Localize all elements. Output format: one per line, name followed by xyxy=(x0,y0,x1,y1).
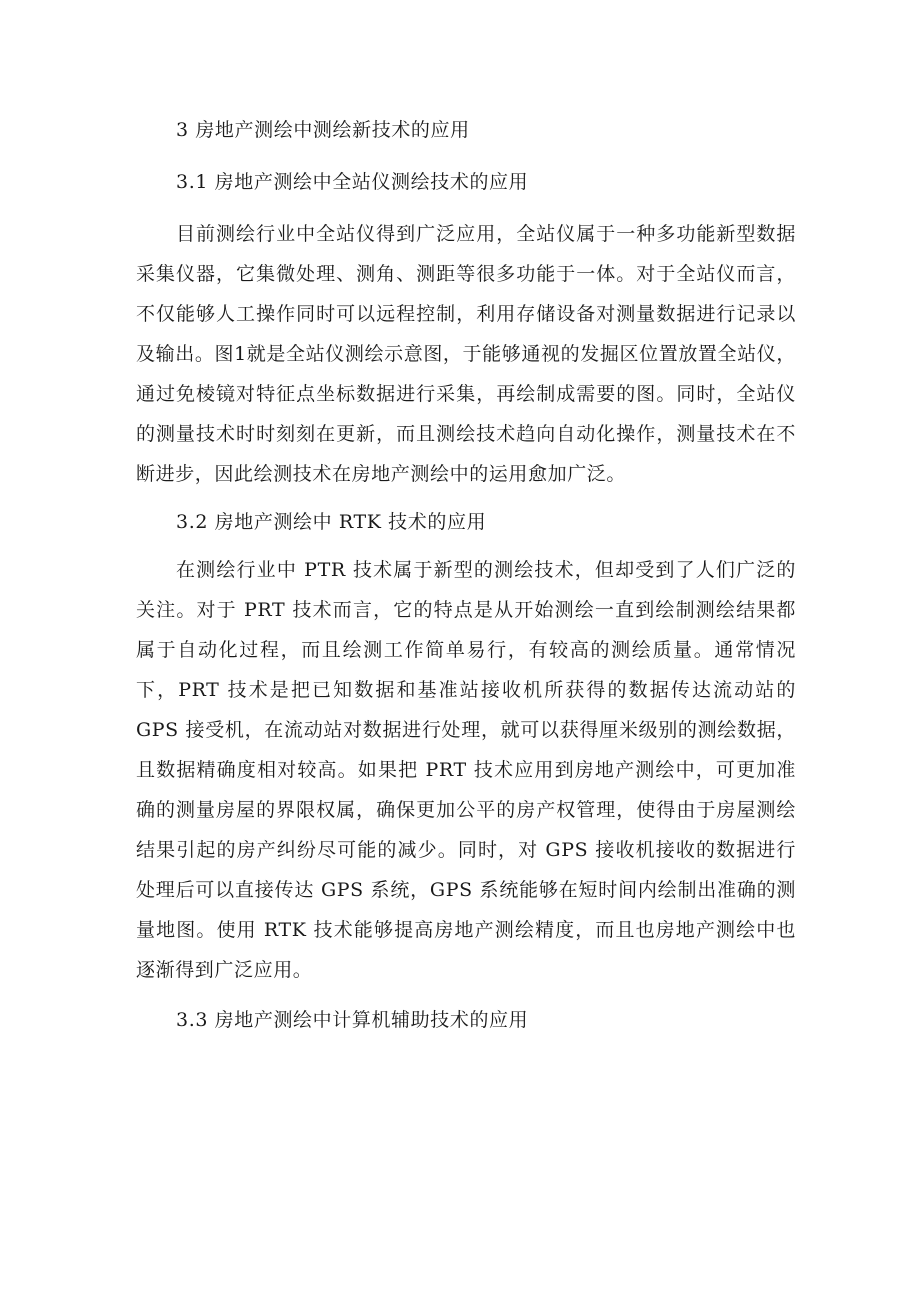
section-heading: 3 房地产测绘中测绘新技术的应用 xyxy=(176,119,470,141)
paragraph-3-2: 在测绘行业中 PTR 技术属于新型的测绘技术，但却受到了人们广泛的关注。对于 PRT 技术而言，它的特点是从开始测绘一直到绘制测绘结果都属于自动化过程，而且绘测工作简单易行，有较高的测绘质量。通常情况下，PRT 技术是把已知数据和基准站接收机所获得的数据传达流动站的 GPS 接受机，在流动站对数据进行处理，就可以获得厘米级别的测绘数据，且数据精确度相对较高。如果把 PRT 技术应用到房地产测绘中，可更加准确的测量房屋的界限权属，确保更加公平的房产权管理，使得由于房屋测绘结果引起的房产纠纷尽可能的减少。同时，对 GPS 接收机接收的数据进行处理后可以直接传达 GPS 系统，GPS 系统能够在短时间内绘制出准确的测量地图。使用 RTK 技术能够提高房地产测绘精度，而且也房地产测绘中也逐渐得到广泛应用。 xyxy=(136,559,796,981)
paragraph-3-1: 目前测绘行业中全站仪得到广泛应用，全站仪属于一种多功能新型数据采集仪器，它集微处理、测角、测距等很多功能于一体。对于全站仪而言，不仅能够人工操作同时可以远程控制，利用存储设备对测量数据进行记录以及输出。图1就是全站仪测绘示意图，于能够通视的发掘区位置放置全站仪，通过免棱镜对特征点坐标数据进行采集，再绘制成需要的图。同时，全站仪的测量技术时时刻刻在更新，而且测绘技术趋向自动化操作，测量技术在不断进步，因此绘测技术在房地产测绘中的运用愈加广泛。 xyxy=(136,223,796,485)
subsection-heading-3-2: 3.2 房地产测绘中 RTK 技术的应用 xyxy=(176,511,487,533)
subsection-heading-3-1: 3.1 房地产测绘中全站仪测绘技术的应用 xyxy=(176,171,529,193)
subsection-heading-3-3: 3.3 房地产测绘中计算机辅助技术的应用 xyxy=(176,1009,529,1031)
